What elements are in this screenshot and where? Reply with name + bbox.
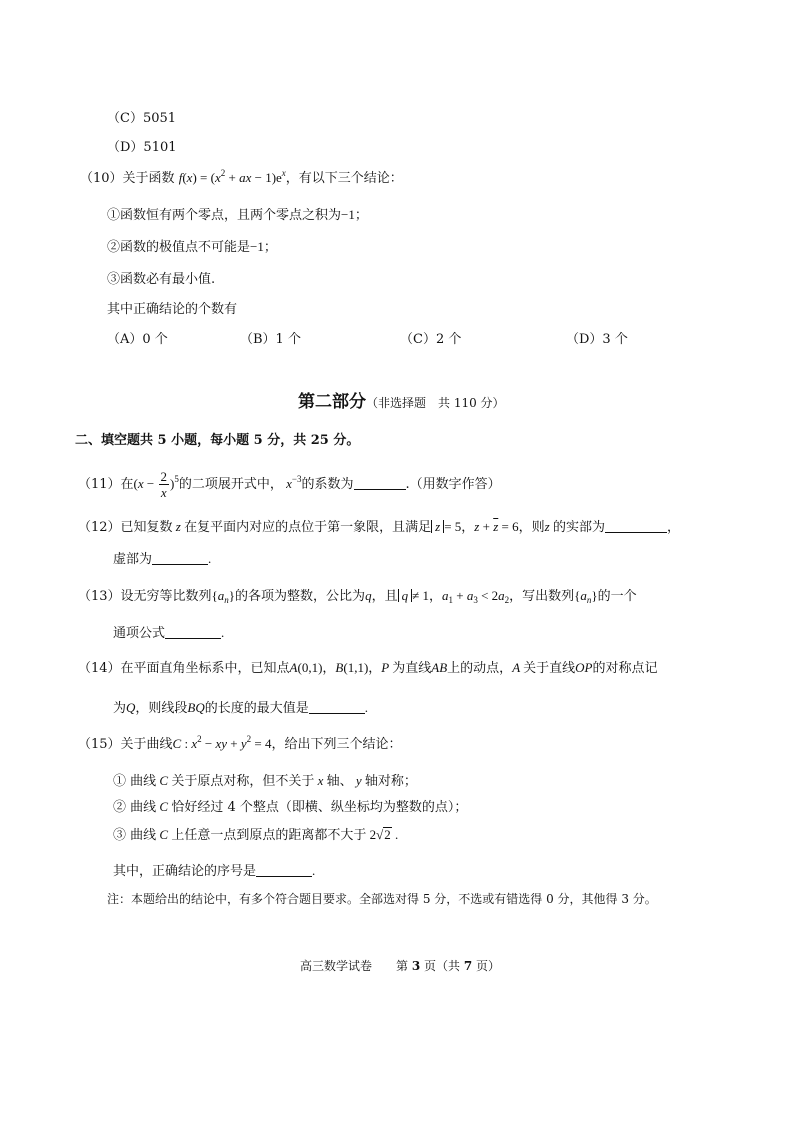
footer-total-pages: 7 bbox=[463, 959, 473, 973]
scoring-note: 注：本题给出的结论中，有多个符合题目要求。全部选对得 5 分，不选或有错选得 0 分，其他得 3 分。 bbox=[107, 892, 657, 906]
q14-line2: 为Q，则线段BQ的长度的最大值是 . bbox=[113, 700, 369, 716]
q15-question: 其中，正确结论的序号是 . bbox=[113, 863, 316, 879]
q13-answer-blank bbox=[165, 626, 221, 639]
q9-option-d: （D）5101 bbox=[107, 140, 177, 155]
footer-page-number: 3 bbox=[411, 959, 421, 973]
page-footer: 高三数学试卷 第 3 页（共 7 页） bbox=[300, 959, 501, 973]
q10-statement-1: ①函数恒有两个零点，且两个零点之积为−1； bbox=[107, 207, 368, 223]
part-two-title: 第二部分 bbox=[298, 392, 366, 412]
q15-statement-1: ① 曲线 C 关于原点对称，但不关于 x 轴、 y 轴对称； bbox=[113, 773, 417, 789]
q14-answer-blank bbox=[309, 701, 365, 714]
q10-stem: （10）关于函数 $f(x) = (x^2$ + ax − $1)e^x$，有以下三个结论： bbox=[80, 168, 403, 186]
footer-paper-title: 高三数学试卷 bbox=[300, 959, 373, 973]
q10-option-a: （A）0 个 bbox=[107, 332, 168, 347]
section-two-header: 二、填空题共 5 小题，每小题 5 分，共 25 分。 bbox=[75, 433, 360, 448]
q12: （12）已知复数 z 在复平面内对应的点位于第一象限，且满足 z = 5，$z + \overline{z} = 6$，则z 的实部为 ， bbox=[78, 519, 680, 535]
q9-option-c: （C）5051 bbox=[107, 111, 177, 126]
q10-option-b: （B）1 个 bbox=[240, 332, 301, 347]
q10-option-d: （D）3 个 bbox=[566, 332, 628, 347]
q14: （14）在平面直角坐标系中，已知点A(0,1)，B(1,1)，P 为直线AB上的动点，A 关于直线OP的对称点记 bbox=[78, 660, 658, 676]
q15-answer-blank bbox=[256, 864, 312, 877]
q13: （13）设无穷等比数列$\{a_n\}$的各项为整数，公比为q，且 q ≠ 1，$a_1 + a_3 < 2a_2$，写出数列$\{a_n\}$的一个 bbox=[78, 588, 637, 605]
q10-pre: 关于函数 bbox=[122, 171, 175, 186]
q15-statement-3: ③ 曲线 C 上任意一点到原点的距离都不大于 2√2 . bbox=[113, 827, 399, 843]
q12-real-blank bbox=[605, 520, 667, 533]
q15-statement-2: ② 曲线 C 恰好经过 4 个整点（即横、纵坐标均为整数的点）； bbox=[113, 799, 468, 815]
q11-answer-blank bbox=[354, 477, 406, 490]
q10-option-c: （C）2 个 bbox=[400, 332, 462, 347]
q15: （15）关于曲线C : $x^2$ − xy + $y^2 = 4$，给出下列三个结论： bbox=[78, 734, 402, 752]
part-two-heading bbox=[298, 387, 505, 412]
q10-number: （10） bbox=[80, 171, 123, 186]
q13-line2: 通项公式 . bbox=[113, 625, 225, 641]
part-two-subtitle: （非选择题 共 110 分） bbox=[366, 396, 505, 410]
q12-line2: 虚部为 . bbox=[113, 551, 212, 567]
q10-question: 其中正确结论的个数有 bbox=[107, 302, 238, 317]
q10-statement-3: ③函数必有最小值. bbox=[107, 272, 216, 287]
q11: （11）在(x − $\frac{2}{x}$ )$^5$的二项展开式中， $x^{-3}$的系数为 .（用数字作答） bbox=[78, 469, 501, 500]
q10-function: f bbox=[178, 170, 183, 185]
q10-post: ，有以下三个结论： bbox=[285, 171, 403, 186]
q12-imag-blank bbox=[152, 552, 208, 565]
q10-statement-2: ②函数的极值点不可能是−1； bbox=[107, 239, 277, 255]
